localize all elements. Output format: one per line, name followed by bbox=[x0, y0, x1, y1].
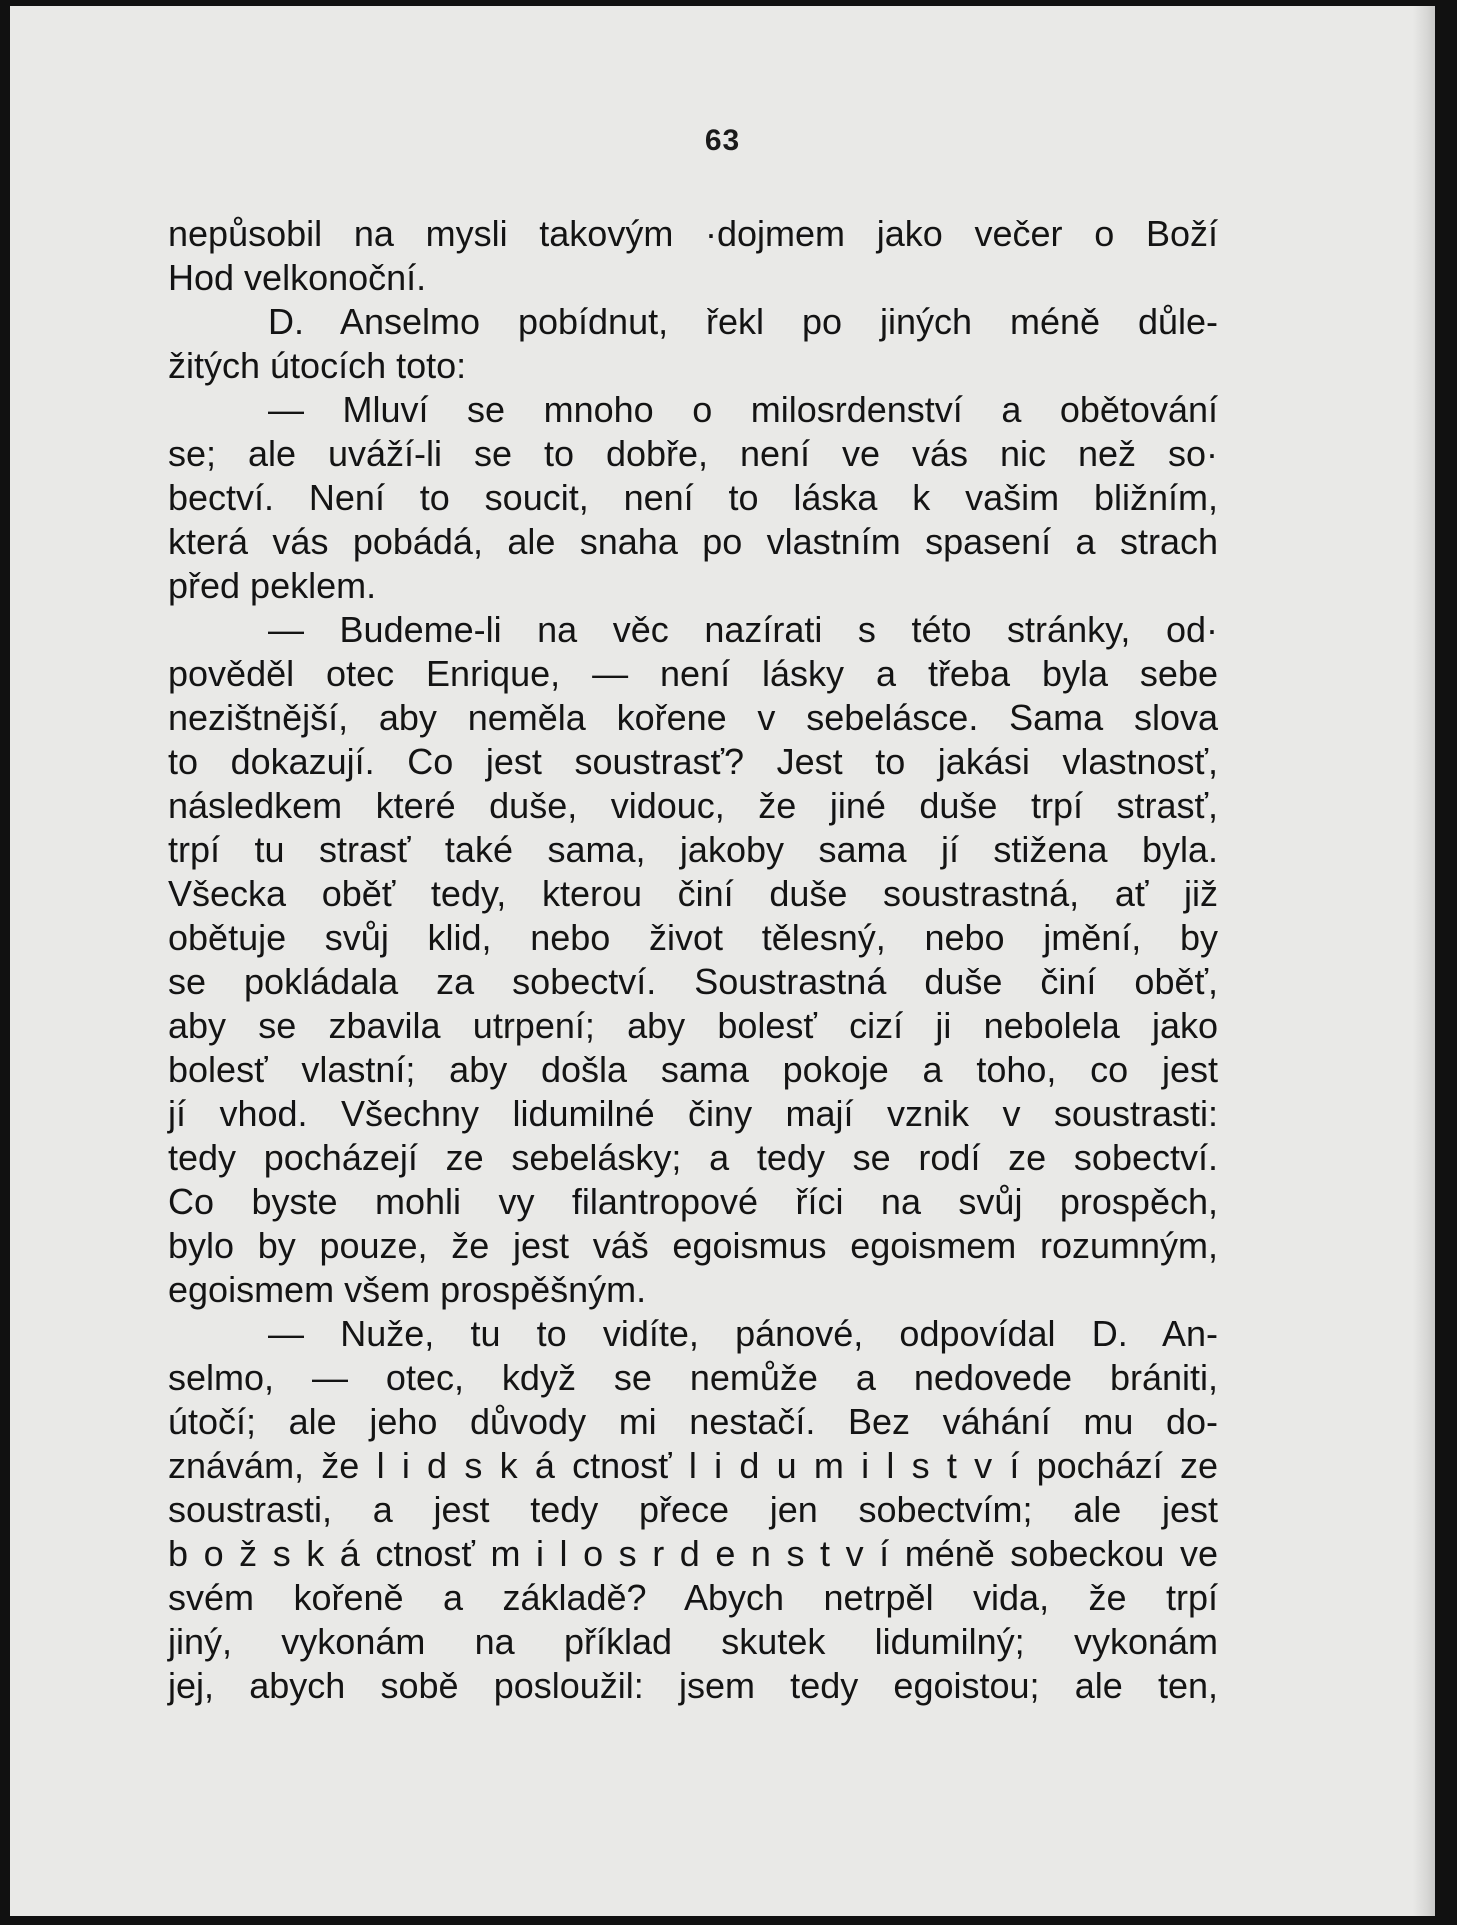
text-line: bectví. Není to soucit, není to láska k vašim bližním, bbox=[168, 477, 1218, 518]
text-line: svém kořeně a základě? Abych netrpěl vida, že trpí bbox=[168, 1577, 1218, 1618]
text-line: jiný, vykonám na příklad skutek lidumilný; vykonám bbox=[168, 1621, 1218, 1662]
text-line: — Budeme-li na věc nazírati s této stránky, od· bbox=[268, 609, 1218, 650]
text-line: která vás pobádá, ale snaha po vlastním spasení a strach bbox=[168, 521, 1218, 562]
text-line: pověděl otec Enrique, — není lásky a třeba byla sebe bbox=[168, 653, 1218, 694]
text-line: před peklem. bbox=[168, 565, 377, 606]
text-line: tedy pocházejí ze sebelásky; a tedy se rodí ze sobectví. bbox=[168, 1137, 1218, 1178]
text-line: bylo by pouze, že jest váš egoismus egoismem rozumným, bbox=[168, 1225, 1218, 1266]
text-line: D. Anselmo pobídnut, řekl po jiných méně důle- bbox=[268, 301, 1218, 342]
text-line: se pokládala za sobectví. Soustrastná duše činí oběť, bbox=[168, 961, 1218, 1002]
text-line: Hod velkonoční. bbox=[168, 257, 427, 298]
text-line: žitých útocích toto: bbox=[168, 345, 467, 386]
text-line: Co byste mohli vy filantropové říci na svůj prospěch, bbox=[168, 1181, 1218, 1222]
text-line: jí vhod. Všechny lidumilné činy mají vznik v soustrasti: bbox=[168, 1093, 1218, 1134]
text-line: — Nuže, tu to vidíte, pánové, odpovídal D. An- bbox=[268, 1313, 1218, 1354]
text-line: nepůsobil na mysli takovým ·dojmem jako večer o Boží bbox=[168, 213, 1218, 254]
text-line: egoismem všem prospěšným. bbox=[168, 1269, 647, 1310]
text-line: znávám, že l i d s k á ctnosť l i d u m i l s t v í pochází ze bbox=[168, 1445, 1218, 1486]
book-page bbox=[10, 6, 1435, 1916]
text-line: to dokazují. Co jest soustrasť? Jest to jakási vlastnosť, bbox=[168, 741, 1218, 782]
text-line: útočí; ale jeho důvody mi nestačí. Bez váhání mu do- bbox=[168, 1401, 1218, 1442]
text-line: Všecka oběť tedy, kterou činí duše soustrastná, ať již bbox=[168, 873, 1218, 914]
text-line: selmo, — otec, když se nemůže a nedovede brániti, bbox=[168, 1357, 1218, 1398]
text-line: b o ž s k á ctnosť m i l o s r d e n s t v í méně sobeckou ve bbox=[168, 1533, 1218, 1574]
text-line: bolesť vlastní; aby došla sama pokoje a toho, co jest bbox=[168, 1049, 1218, 1090]
text-line: obětuje svůj klid, nebo život tělesný, nebo jmění, by bbox=[168, 917, 1218, 958]
text-line: aby se zbavila utrpení; aby bolesť cizí ji nebolela jako bbox=[168, 1005, 1218, 1046]
text-line: — Mluví se mnoho o milosrdenství a obětování bbox=[268, 389, 1218, 430]
text-line: trpí tu strasť také sama, jakoby sama jí stižena byla. bbox=[168, 829, 1218, 870]
text-line: se; ale uváží-li se to dobře, není ve vás nic než so· bbox=[168, 433, 1218, 474]
text-line: jej, abych sobě posloužil: jsem tedy egoistou; ale ten, bbox=[168, 1665, 1218, 1706]
text-line: následkem které duše, vidouc, že jiné duše trpí strasť, bbox=[168, 785, 1218, 826]
text-line: nezištnější, aby neměla kořene v sebelásce. Sama slova bbox=[168, 697, 1218, 738]
page-edge-shadow bbox=[1413, 6, 1435, 1916]
text-line: soustrasti, a jest tedy přece jen sobectvím; ale jest bbox=[168, 1489, 1218, 1530]
page-number: 63 bbox=[704, 124, 741, 157]
